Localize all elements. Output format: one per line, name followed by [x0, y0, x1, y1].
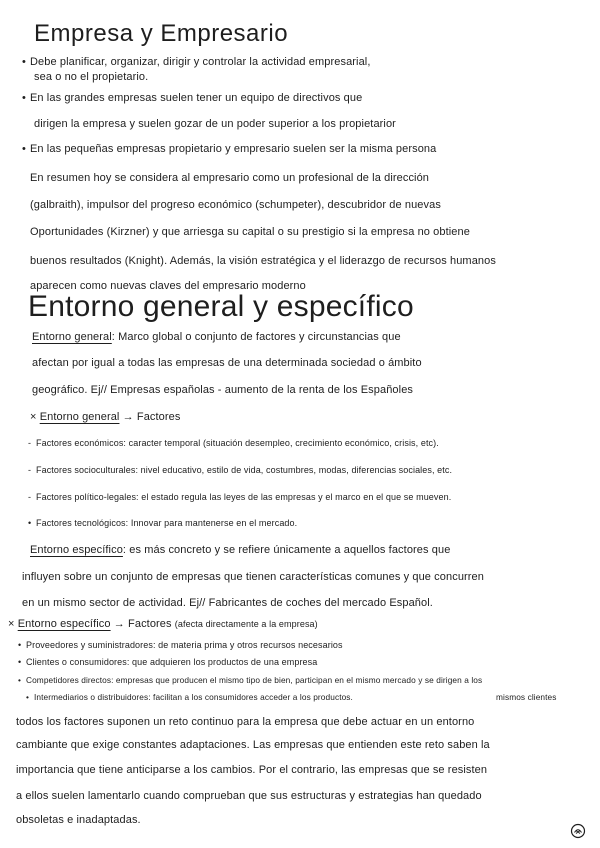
paragraph-line: (galbraith), impulsor del progreso económico (schumpeter), descubridor de nuevas	[30, 199, 441, 211]
list-item-continuation: dirigen la empresa y suelen gozar de un poder superior a los propietarior	[34, 118, 396, 130]
definition-especifico: Entorno específico: es más concreto y se refiere únicamente a aquellos factores que	[30, 544, 451, 556]
paragraph-line: a ellos suelen lamentarlo cuando comprueban que sus estructuras y estrategias han quedado	[16, 790, 482, 802]
subheading-general-factors: × Entorno general → Factores	[30, 411, 181, 423]
list-item: • Clientes o consumidores: que adquieren los productos de una empresa	[18, 657, 318, 667]
paragraph-line: obsoletas e inadaptadas.	[16, 814, 141, 826]
list-item-continuation: sea o no el propietario.	[34, 71, 149, 83]
section-title-entorno: Entorno general y específico	[28, 290, 414, 323]
paragraph-line: todos los factores suponen un reto continuo para la empresa que debe actuar en un entorno	[16, 716, 475, 728]
list-item: • Competidores directos: empresas que producen el mismo tipo de bien, participan en el mismo mercado y se dirigen a los	[18, 675, 483, 685]
list-item: - Factores socioculturales: nivel educativo, estilo de vida, costumbres, modas, diferencias sociales, etc.	[28, 465, 453, 475]
paragraph-line: en un mismo sector de actividad. Ej// Fabricantes de coches del mercado Español.	[22, 597, 433, 609]
author-mark-icon	[570, 823, 586, 839]
paragraph-line: En resumen hoy se considera al empresario como un profesional de la dirección	[30, 172, 430, 184]
paragraph-line: influyen sobre un conjunto de empresas que tienen características comunes y que concurren	[22, 571, 484, 583]
subheading-specific-factors: × Entorno específico → Factores (afecta directamente a la empresa)	[8, 618, 318, 630]
list-item: - Factores político-legales: el estado regula las leyes de las empresas y el marco en el que se mueven.	[28, 492, 452, 502]
paragraph-line: aparecen como nuevas claves del empresario moderno	[30, 280, 306, 292]
list-item: • Factores tecnológicos: Innovar para mantenerse en el mercado.	[28, 518, 298, 528]
list-item: • En las pequeñas empresas propietario y empresario suelen ser la misma persona	[22, 143, 437, 155]
paragraph-line: importancia que tiene anticiparse a los cambios. Por el contrario, las empresas que se resisten	[16, 764, 488, 776]
list-item: • Intermediarios o distribuidores: facilitan a los consumidores acceder a los productos.	[26, 692, 353, 702]
definition-general: Entorno general: Marco global o conjunto de factores y circunstancias que	[32, 331, 401, 343]
paragraph-line: cambiante que exige constantes adaptaciones. Las empresas que entienden este reto saben la	[16, 739, 490, 751]
list-item: • Proveedores y suministradores: de materia prima y otros recursos necesarios	[18, 640, 343, 650]
list-item: • En las grandes empresas suelen tener un equipo de directivos que	[22, 92, 363, 104]
paragraph-line: buenos resultados (Knight). Además, la visión estratégica y el liderazgo de recursos humanos	[30, 255, 496, 267]
list-item-overflow: mismos clientes	[496, 692, 557, 702]
paragraph-line: afectan por igual a todas las empresas de una determinada sociedad o ámbito	[32, 357, 422, 369]
section-title-empresa: Empresa y Empresario	[34, 20, 289, 47]
paragraph-line: Oportunidades (Kirzner) y que arriesga su capital o su prestigio si la empresa no obtiene	[30, 226, 470, 238]
list-item: - Factores económicos: caracter temporal (situación desempleo, crecimiento económico, crisis, etc).	[28, 438, 439, 448]
paragraph-line: geográfico. Ej// Empresas españolas - aumento de la renta de los Españoles	[32, 384, 414, 396]
list-item: • Debe planificar, organizar, dirigir y controlar la actividad empresarial,	[22, 56, 371, 68]
